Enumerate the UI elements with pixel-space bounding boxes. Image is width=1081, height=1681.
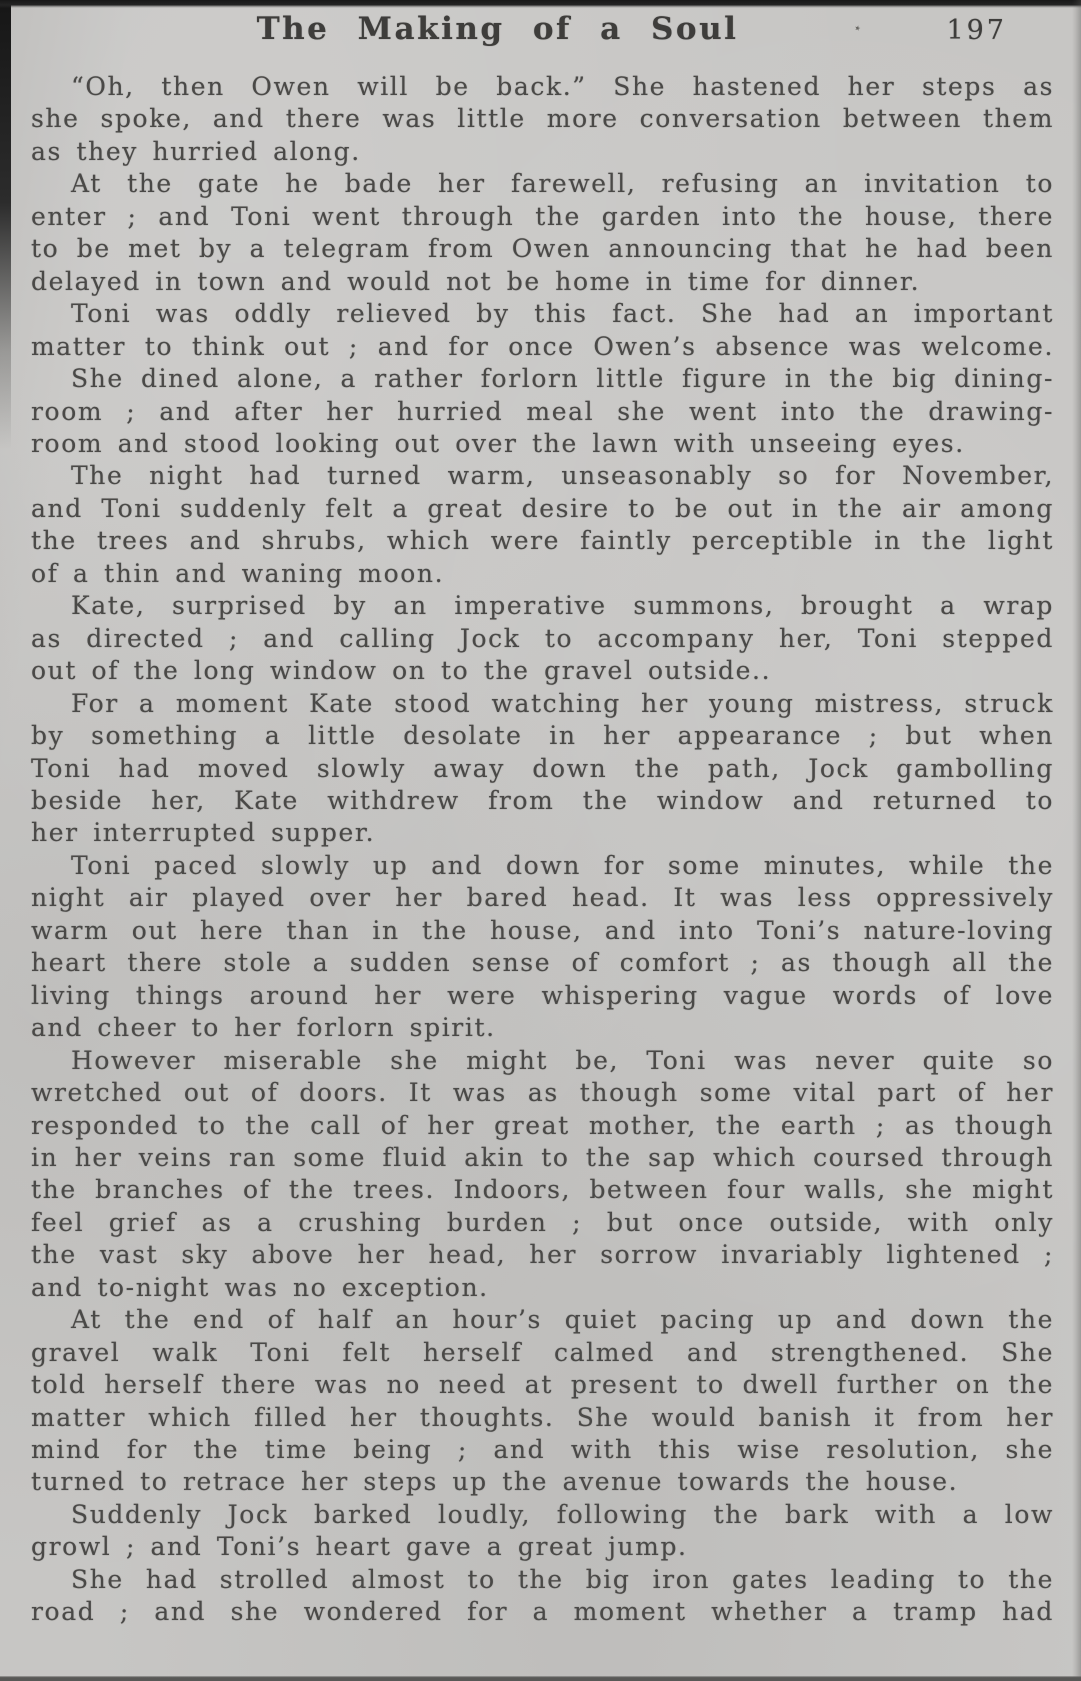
text-line: At the gate he bade her farewell, refusing an invitation to xyxy=(71,169,1054,199)
paragraph xyxy=(31,850,1054,1045)
paragraph xyxy=(31,298,1054,363)
text-line: in her veins ran some fluid akin to the sap which coursed through xyxy=(31,1142,1054,1172)
text-line: of a thin and waning moon. xyxy=(31,558,445,588)
text-line: turned to retrace her steps up the avenue towards the house. xyxy=(31,1467,959,1497)
text-line: the trees and shrubs, which were faintly perceptible in the light xyxy=(31,526,1054,556)
text-line: night air played over her bared head. It was less oppressively xyxy=(31,883,1054,913)
text-line: Kate, surprised by an imperative summons, brought a wrap xyxy=(71,591,1054,621)
scan-edge-right xyxy=(1072,0,1081,1681)
text-block xyxy=(31,71,1054,1629)
text-line: her interrupted supper. xyxy=(31,818,376,848)
text-line: matter to think out ; and for once Owen’s absence was welcome. xyxy=(31,331,1054,361)
running-head xyxy=(30,11,1045,57)
scan-edge-bottom xyxy=(0,1676,1081,1681)
paragraph xyxy=(31,1045,1054,1305)
text-line: to be met by a telegram from Owen announcing that he had been xyxy=(31,234,1054,264)
text-line: wretched out of doors. It was as though some vital part of her xyxy=(31,1078,1054,1108)
text-line: Suddenly Jock barked loudly, following the bark with a low xyxy=(71,1499,1054,1529)
text-line: road ; and she wondered for a moment whether a tramp had xyxy=(31,1597,1054,1627)
text-line: she spoke, and there was little more conversation between them xyxy=(31,104,1054,134)
text-line: by something a little desolate in her appearance ; but when xyxy=(31,721,1054,751)
text-line: mind for the time being ; and with this wise resolution, she xyxy=(31,1435,1054,1465)
text-line: She had strolled almost to the big iron gates leading to the xyxy=(71,1564,1054,1594)
text-line: the branches of the trees. Indoors, between four walls, she might xyxy=(31,1175,1054,1205)
paragraph xyxy=(31,590,1054,687)
paragraph xyxy=(31,1304,1054,1499)
text-line: and to-night was no exception. xyxy=(31,1272,489,1302)
text-line: heart there stole a sudden sense of comfort ; as though all the xyxy=(31,948,1054,978)
text-line: “Oh, then Owen will be back.” She hastened her steps as xyxy=(71,72,1054,101)
text-line: room and stood looking out over the lawn with unseeing eyes. xyxy=(31,428,965,458)
text-line: responded to the call of her great mother, the earth ; as though xyxy=(31,1110,1054,1140)
text-line: as they hurried along. xyxy=(31,136,361,166)
text-line: told herself there was no need at present to dwell further on the xyxy=(31,1370,1054,1400)
text-line: growl ; and Toni’s heart gave a great jump. xyxy=(31,1532,688,1562)
paragraph xyxy=(31,363,1054,460)
text-line: enter ; and Toni went through the garden into the house, there xyxy=(31,201,1054,231)
text-line: She dined alone, a rather forlorn little figure in the big dining- xyxy=(71,364,1054,394)
paragraph xyxy=(31,460,1054,590)
paragraph xyxy=(31,1499,1054,1564)
text-line: The night had turned warm, unseasonably so for November, xyxy=(71,461,1054,491)
text-line: and Toni suddenly felt a great desire to be out in the air among xyxy=(31,493,1054,523)
page-title: The Making of a Soul xyxy=(256,11,739,47)
text-line: as directed ; and calling Jock to accompany her, Toni stepped xyxy=(31,623,1054,653)
text-line: beside her, Kate withdrew from the window and returned to xyxy=(31,785,1054,815)
scan-edge-top xyxy=(0,0,1081,8)
text-line: However miserable she might be, Toni was never quite so xyxy=(71,1045,1054,1075)
text-line: room ; and after her hurried meal she went into the drawing- xyxy=(31,396,1054,426)
text-line: Toni was oddly relieved by this fact. She had an important xyxy=(71,299,1054,329)
text-line: out of the long window on to the gravel outside.. xyxy=(31,656,772,686)
text-line: warm out here than in the house, and into Toni’s nature-loving xyxy=(31,915,1054,945)
ink-speck-icon: ٭ xyxy=(852,21,863,36)
text-line: living things around her were whispering vague words of love xyxy=(31,980,1054,1010)
text-line: Toni paced slowly up and down for some minutes, while the xyxy=(71,850,1054,880)
paragraph xyxy=(31,168,1054,298)
text-line: Toni had moved slowly away down the path, Jock gambolling xyxy=(31,753,1054,783)
text-line: the vast sky above her head, her sorrow invariably lightened ; xyxy=(31,1240,1054,1270)
text-line: gravel walk Toni felt herself calmed and strengthened. She xyxy=(31,1337,1054,1367)
text-line: For a moment Kate stood watching her young mistress, struck xyxy=(71,688,1054,718)
text-line: At the end of half an hour’s quiet pacing up and down the xyxy=(71,1305,1054,1335)
paragraph xyxy=(31,71,1054,168)
text-line: delayed in town and would not be home in time for dinner. xyxy=(31,266,921,296)
scan-edge-left xyxy=(0,0,11,450)
text-line: matter which filled her thoughts. She would banish it from her xyxy=(31,1402,1054,1432)
page-number: 197 xyxy=(946,15,1007,46)
text-line: and cheer to her forlorn spirit. xyxy=(31,1013,496,1043)
paragraph xyxy=(31,1564,1054,1629)
paragraph xyxy=(31,688,1054,850)
text-line: feel grief as a crushing burden ; but once outside, with only xyxy=(31,1207,1054,1237)
